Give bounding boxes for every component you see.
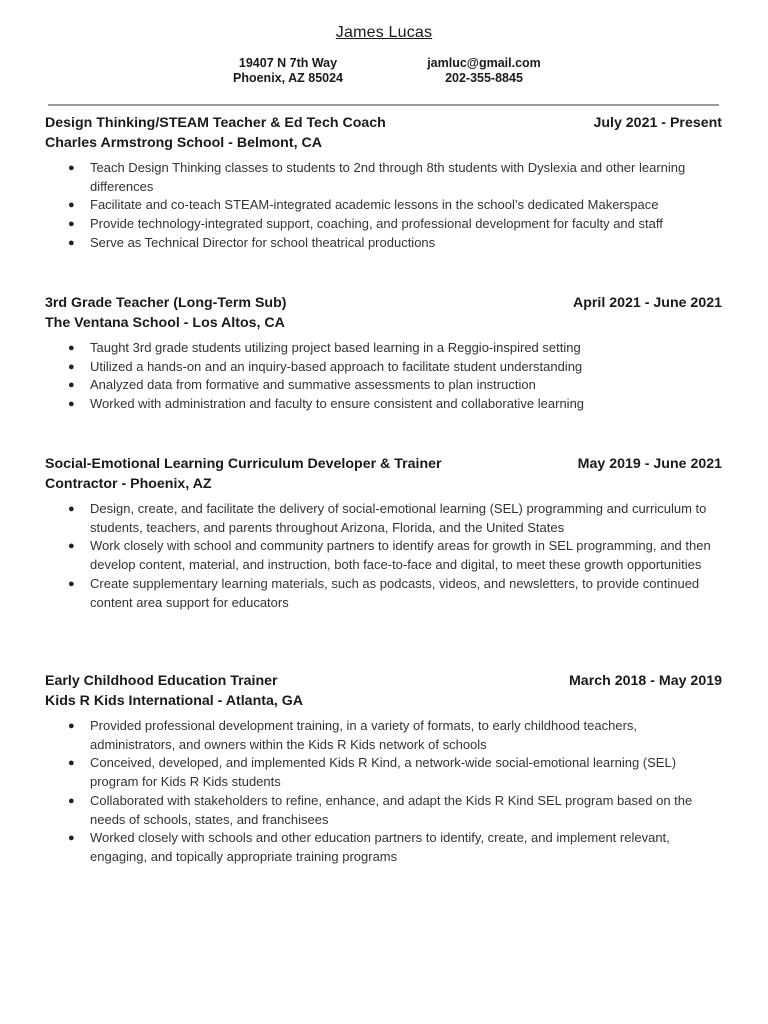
bullet-text: Serve as Technical Director for school theatrical productions — [90, 234, 436, 250]
bullet-item — [45, 395, 722, 414]
job-header — [45, 293, 722, 313]
bullet-item — [45, 829, 722, 866]
job-dates: April 2021 - June 2021 — [572, 295, 722, 311]
bullet-text: Teach Design Thinking classes to students to 2nd through 8th students with Dyslexia and other learning differences — [90, 160, 686, 194]
email-text: jamluc@gmail.com — [427, 56, 541, 70]
address-line-2: Phoenix, AZ 85024 — [233, 71, 343, 85]
job-bullets — [45, 339, 722, 414]
bullet-item — [45, 339, 722, 358]
bullet-item — [45, 215, 722, 234]
job-header — [45, 113, 722, 133]
bullet-text: Provided professional development training, in a variety of formats, to early childhood teachers, administrators, and owners within the Kids R Kids network of schools — [90, 718, 638, 752]
bullet-icon: ● — [68, 342, 75, 354]
job-header — [45, 671, 722, 691]
bullet-item — [45, 792, 722, 829]
bullet-text: Worked closely with schools and other education partners to identify, create, and implement relevant, engaging, and topically appropriate training programs — [90, 830, 670, 864]
job-dates: May 2019 - June 2021 — [577, 456, 722, 472]
bullet-icon: ● — [68, 757, 75, 770]
bullet-item — [45, 234, 722, 253]
bullet-item — [45, 196, 722, 215]
bullet-icon: ● — [68, 199, 75, 212]
bullet-item — [45, 376, 722, 395]
bullet-text: Design, create, and facilitate the delivery of social-emotional learning (SEL) programming and curriculum to students, teachers, and parents throughout Arizona, Florida, and the United States — [90, 501, 707, 535]
bullet-icon: ● — [68, 832, 75, 845]
job-entry — [45, 293, 722, 414]
bullet-item — [45, 575, 722, 612]
bullet-item — [45, 537, 722, 574]
address-block — [178, 56, 398, 86]
job-title: Social-Emotional Learning Curriculum Developer & Trainer — [45, 456, 442, 472]
bullet-text: Provide technology-integrated support, coaching, and professional development for faculty and staff — [90, 216, 663, 232]
bullet-text: Analyzed data from formative and summative assessments to plan instruction — [90, 377, 536, 393]
job-bullets — [45, 500, 722, 612]
job-entry — [45, 671, 722, 867]
bullet-text: Worked with administration and faculty to ensure consistent and collaborative learning — [90, 396, 585, 412]
job-organization: Kids R Kids International - Atlanta, GA — [45, 693, 304, 709]
bullet-icon: ● — [68, 503, 75, 515]
bullet-item — [45, 358, 722, 377]
bullet-icon: ● — [68, 360, 75, 373]
job-organization: Charles Armstrong School - Belmont, CA — [45, 135, 322, 151]
bullet-icon: ● — [68, 162, 75, 174]
bullet-item — [45, 754, 722, 791]
bullet-icon: ● — [68, 540, 75, 553]
job-dates: March 2018 - May 2019 — [568, 673, 722, 689]
bullet-text: Work closely with school and community partners to identify areas for growth in SEL programming, and then develop content, material, and instruction, both face-to-face and digital, to meet these growth opportunities — [90, 538, 711, 573]
job-entry — [45, 113, 722, 253]
bullet-text: Create supplementary learning materials, such as podcasts, videos, and newsletters, to provide continued content area support for educators — [90, 575, 700, 610]
bullet-item — [45, 500, 722, 537]
bullet-icon: ● — [68, 720, 75, 732]
bullet-item — [45, 717, 722, 754]
job-organization: Contractor - Phoenix, AZ — [45, 476, 212, 492]
bullet-text: Facilitate and co-teach STEAM-integrated academic lessons in the school’s dedicated Makerspace — [90, 197, 659, 213]
phone-text: 202-355-8845 — [445, 71, 523, 85]
bullet-item — [45, 159, 722, 196]
bullet-text: Utilized a hands-on and an inquiry-based approach to facilitate student understanding — [90, 358, 583, 374]
contact-block — [374, 56, 594, 86]
resume-name: James Lucas — [335, 24, 433, 41]
job-bullets — [45, 717, 722, 867]
bullet-text: Taught 3rd grade students utilizing project based learning in a Reggio-inspired setting — [90, 340, 581, 355]
job-dates: July 2021 - Present — [593, 115, 722, 131]
bullet-icon: ● — [68, 379, 75, 392]
address-line-1: 19407 N 7th Way — [238, 56, 338, 70]
bullet-icon: ● — [68, 398, 75, 411]
header-divider — [48, 104, 719, 106]
job-organization: The Ventana School - Los Altos, CA — [45, 315, 285, 331]
bullet-icon: ● — [68, 218, 75, 231]
bullet-icon: ● — [68, 236, 75, 249]
job-title: Design Thinking/STEAM Teacher & Ed Tech Coach — [45, 115, 386, 131]
bullet-text: Conceived, developed, and implemented Kids R Kind, a network-wide social-emotional learning (SEL) program for Kids R Kids students — [90, 755, 677, 790]
bullet-text: Collaborated with stakeholders to refine, enhance, and adapt the Kids R Kind SEL program based on the needs of schools, states, and franchisees — [90, 792, 693, 827]
job-title: Early Childhood Education Trainer — [45, 673, 278, 689]
job-title: 3rd Grade Teacher (Long-Term Sub) — [45, 295, 287, 311]
bullet-icon: ● — [68, 794, 75, 807]
job-header — [45, 454, 722, 474]
job-entry — [45, 454, 722, 612]
bullet-icon: ● — [68, 577, 75, 590]
job-bullets — [45, 159, 722, 253]
